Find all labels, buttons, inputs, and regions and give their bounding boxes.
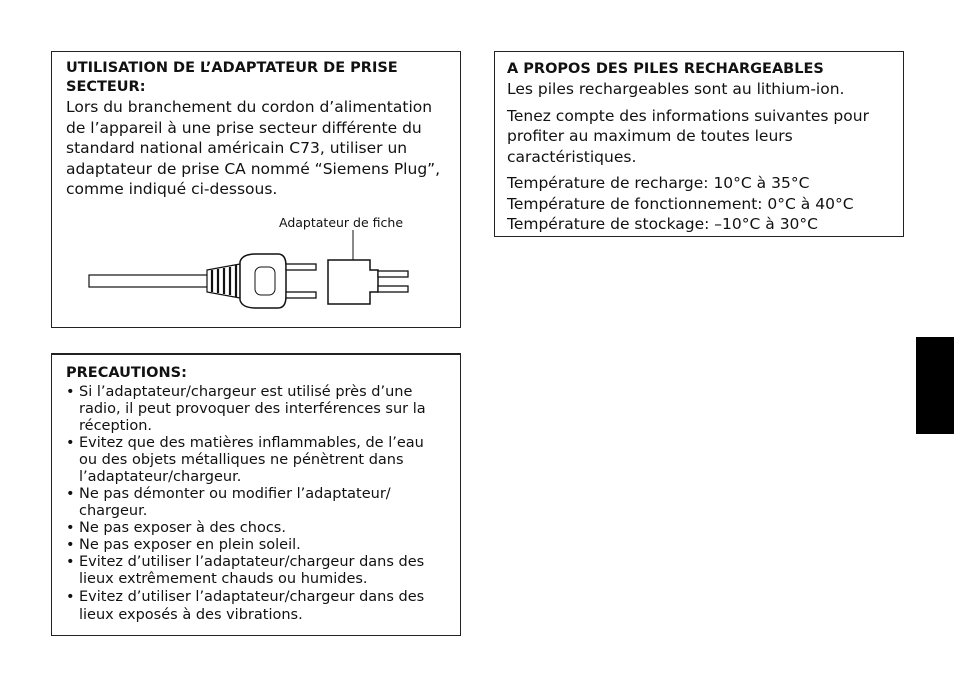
list-item: • Evitez d’utiliser l’adaptateur/chargeur dans des lieux extrêmement chauds ou humides. [66,554,425,587]
temperature-list [507,173,891,235]
list-item: • Ne pas exposer à des chocs. [66,520,286,536]
batteries-paragraph2: Tenez compte des informations suivantes pour profiter au maximum de toutes leurs caractéristiques. [507,106,869,166]
list-item: • Ne pas démonter ou modifier l’adaptateur/ chargeur. [66,486,391,519]
temp-recharge: Température de recharge: 10°C à 35°C [507,174,810,192]
list-item: • Evitez d’utiliser l’adaptateur/chargeur dans des lieux exposés à des vibrations. [66,589,425,623]
precautions-list [66,384,446,624]
precautions-heading: PRECAUTIONS: [66,365,187,381]
plug-adapter-diagram [52,212,462,322]
list-item: • Ne pas exposer en plein soleil. [66,537,301,553]
list-item: • Si l’adaptateur/chargeur est utilisé près d’une radio, il peut provoquer des interférences sur la réception. [66,384,426,434]
diagram-label: Adaptateur de fiche [279,215,404,230]
bullet: • [66,589,75,605]
batteries-heading: A PROPOS DES PILES RECHARGEABLES [507,61,824,77]
bullet: • [66,486,75,502]
section-tab [916,337,954,434]
bullet: • [66,554,75,570]
bullet: • [66,435,75,451]
temp-operating: Température de fonctionnement: 0°C à 40°C [507,194,854,213]
temp-storage: Température de stockage: –10°C à 30°C [507,215,818,233]
bullet: • [66,384,75,400]
adapter-section [51,51,461,328]
bullet: • [66,537,75,553]
adapter-text: Lors du branchement du cordon d’alimentation de l’appareil à une prise secteur différente du standard national américain C73, utiliser un adaptateur de prise CA nommé “Siemens Plug”, comme indiqué ci-dessous. [66,98,441,198]
list-item: • Evitez que des matières inflammables, de l’eau ou des objets métalliques ne pénètrent dans l’adaptateur/chargeur. [66,435,424,485]
adapter-heading: UTILISATION DE L’ADAPTATEUR DE PRISE SECTEUR: [66,60,398,95]
precautions-section [51,353,461,636]
batteries-line1: Les piles rechargeables sont au lithium-ion. [507,80,845,98]
batteries-section [494,51,904,237]
bullet: • [66,520,75,536]
